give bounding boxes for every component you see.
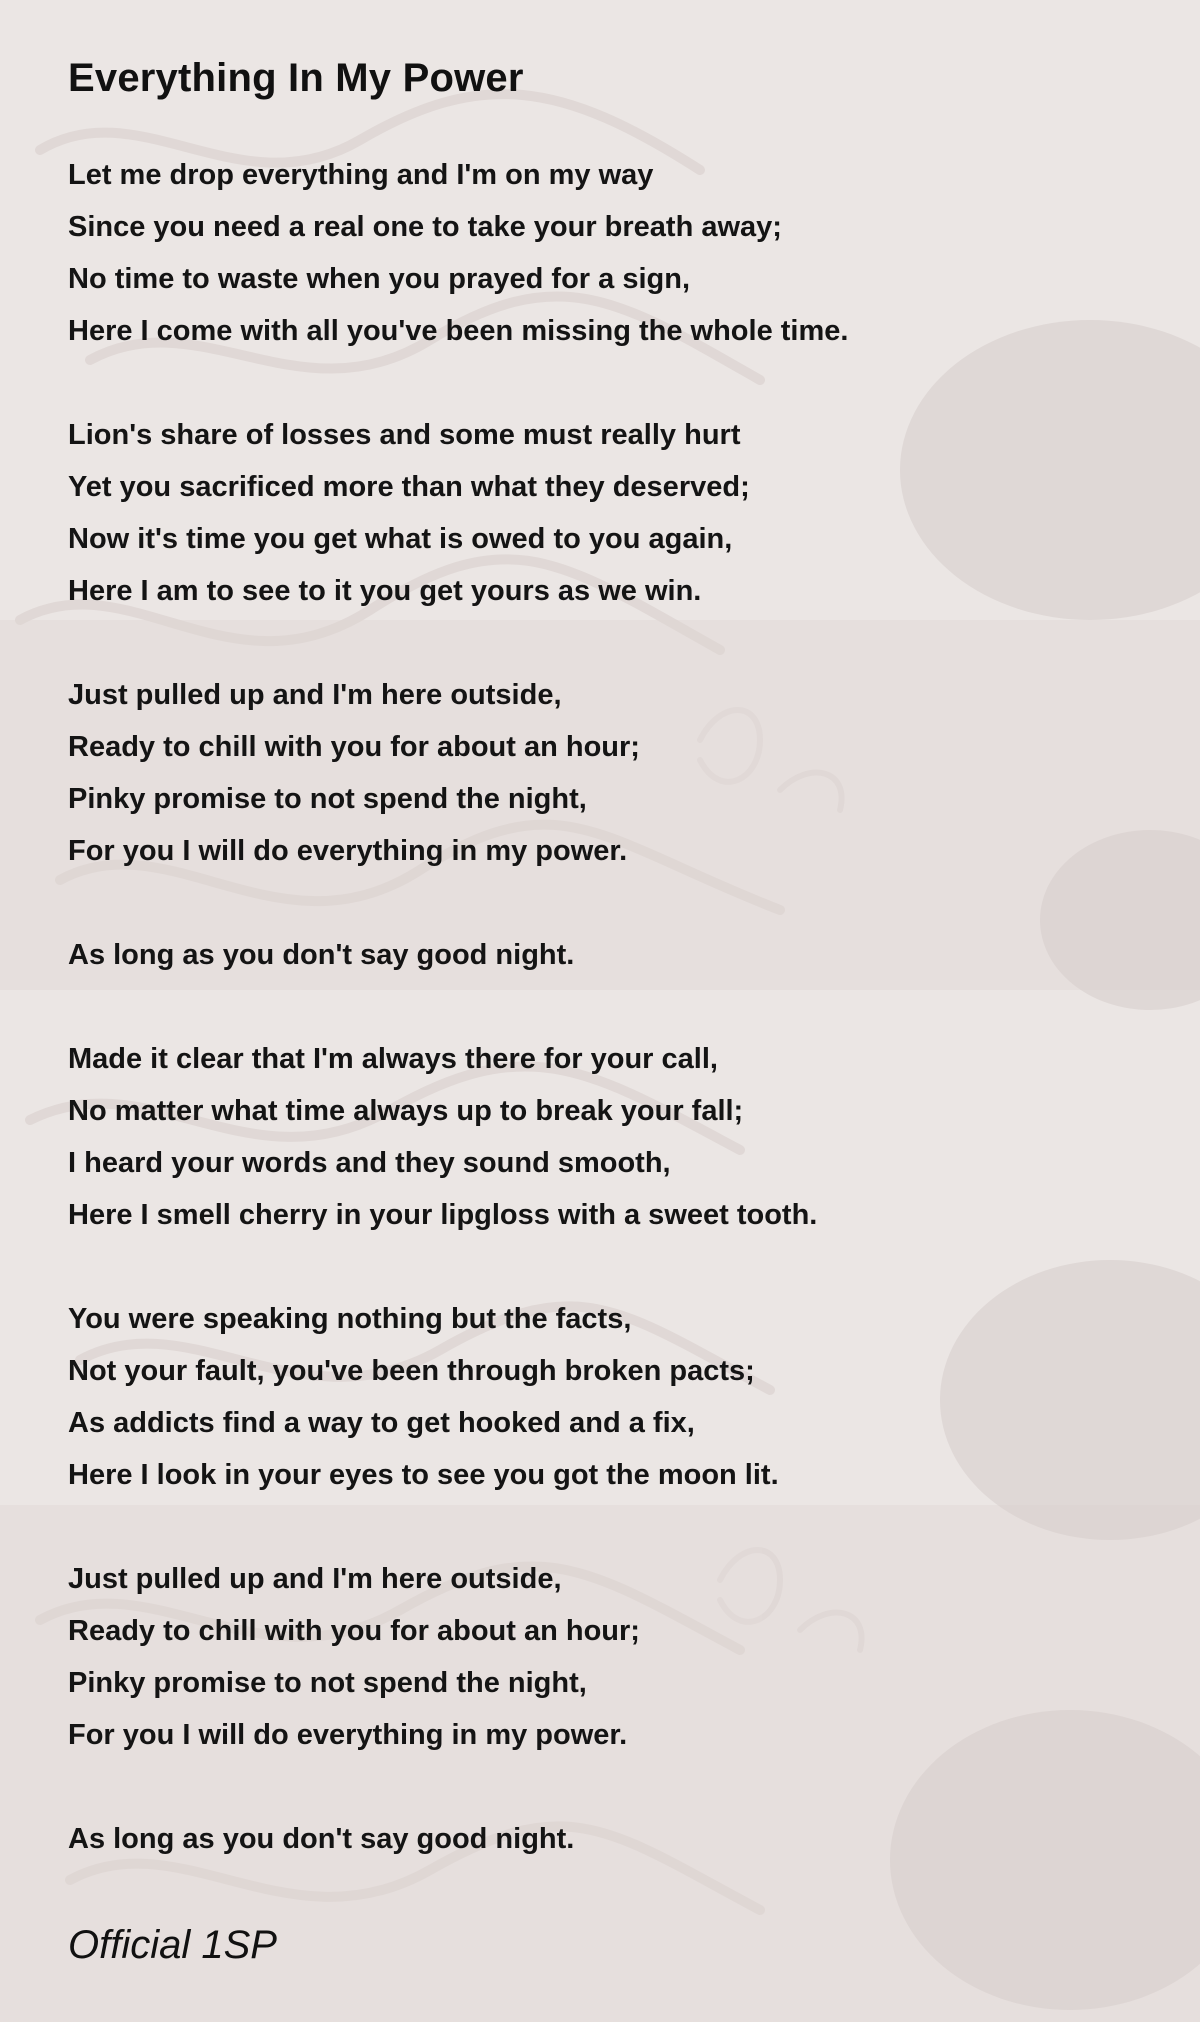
poem-line: Ready to chill with you for about an hour; [68,731,640,763]
poem-line: Now it's time you get what is owed to you again, [68,523,733,555]
poem-line: Just pulled up and I'm here outside, [68,679,562,711]
poem-line: Pinky promise to not spend the night, [68,1667,587,1699]
poem-author: Official 1SP [68,1923,277,1967]
stanza-8 [68,1813,1200,1865]
stanza-4 [68,929,1200,981]
stanza-5 [68,1033,1200,1241]
poem-line: As addicts find a way to get hooked and a fix, [68,1407,695,1439]
poem-line: Yet you sacrificed more than what they deserved; [68,471,750,503]
poem-line: Since you need a real one to take your breath away; [68,211,782,243]
poem-line: Here I smell cherry in your lipgloss with a sweet tooth. [68,1199,818,1231]
poem-line: As long as you don't say good night. [68,939,575,971]
poem-line: No time to waste when you prayed for a sign, [68,263,690,295]
poem-body [68,149,1200,1865]
poem-line: Let me drop everything and I'm on my way [68,159,654,191]
poem-line: As long as you don't say good night. [68,1823,575,1855]
poem-line: I heard your words and they sound smooth, [68,1147,671,1179]
poem-line: Just pulled up and I'm here outside, [68,1563,562,1595]
stanza-2 [68,409,1200,617]
poem-title: Everything In My Power [68,56,524,100]
poem-line: Here I am to see to it you get yours as we win. [68,575,702,607]
poem-line: You were speaking nothing but the facts, [68,1303,632,1335]
stanza-6 [68,1293,1200,1501]
poem-line: Made it clear that I'm always there for your call, [68,1043,718,1075]
poem-line: For you I will do everything in my power. [68,835,628,867]
poem-line: Not your fault, you've been through broken pacts; [68,1355,755,1387]
poem-line: For you I will do everything in my power. [68,1719,628,1751]
poem-line: Here I come with all you've been missing the whole time. [68,315,849,347]
poem-line: Lion's share of losses and some must really hurt [68,419,741,451]
stanza-3 [68,669,1200,877]
poem-line: Ready to chill with you for about an hour; [68,1615,640,1647]
poem-line: No matter what time always up to break your fall; [68,1095,744,1127]
poem-line: Pinky promise to not spend the night, [68,783,587,815]
poem-line: Here I look in your eyes to see you got the moon lit. [68,1459,779,1491]
stanza-1 [68,149,1200,357]
stanza-7 [68,1553,1200,1761]
